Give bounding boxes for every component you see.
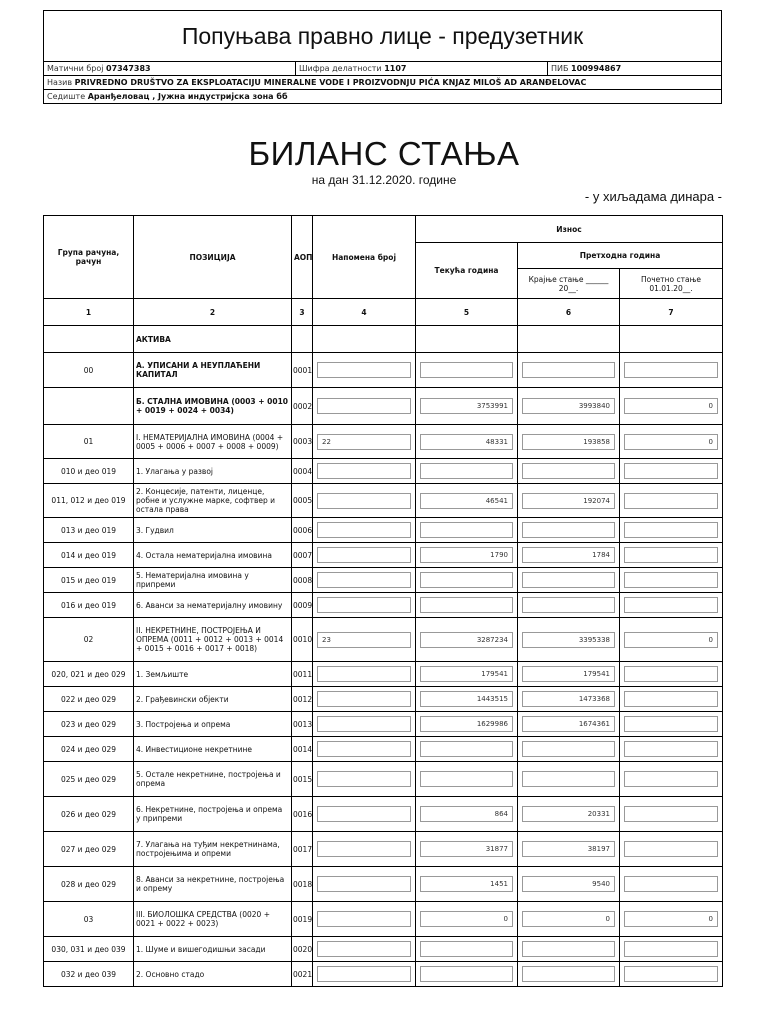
aktiva-empty-cell	[518, 326, 620, 353]
note-number	[313, 484, 416, 518]
aop-cell: 0013	[292, 712, 313, 737]
current-year-value	[416, 425, 518, 459]
header-group: Група рачуна, рачун	[44, 216, 134, 299]
previous-year-start-value	[620, 388, 723, 425]
current-year-value	[416, 618, 518, 662]
previous-year-end-value-field[interactable]: 9540	[522, 876, 615, 892]
aop-cell: 0014	[292, 737, 313, 762]
table-row	[44, 737, 723, 762]
activity-code-label: Шифра делатности	[299, 64, 382, 73]
current-year-value-field[interactable]: 0	[420, 911, 513, 927]
previous-year-end-value	[518, 484, 620, 518]
seat-value: Аранђеловац , Јужна индустријска зона бб	[87, 92, 288, 101]
position-cell: 5. Нематеријална имовина у припреми	[134, 568, 292, 593]
note-number	[313, 618, 416, 662]
previous-year-start-value-field[interactable]	[624, 522, 718, 538]
aop-cell: 0019	[292, 902, 313, 937]
position-cell: 3. Постројења и опрема	[134, 712, 292, 737]
previous-year-start-value-field[interactable]: 0	[624, 632, 718, 648]
aop-cell: 0012	[292, 687, 313, 712]
position-cell: 6. Аванси за нематеријалну имовину	[134, 593, 292, 618]
table-row	[44, 867, 723, 902]
company-name-cell	[44, 76, 722, 90]
previous-year-start-value-field[interactable]	[624, 547, 718, 563]
previous-year-start-value	[620, 662, 723, 687]
previous-year-start-value	[620, 832, 723, 867]
table-row	[44, 518, 723, 543]
current-year-value	[416, 832, 518, 867]
previous-year-start-value	[620, 543, 723, 568]
previous-year-start-value	[620, 902, 723, 937]
previous-year-end-value-field[interactable]: 192074	[522, 493, 615, 509]
document-date: на дан 31.12.2020. године	[311, 173, 457, 187]
account-group-cell: 013 и део 019	[44, 518, 134, 543]
note-number	[313, 425, 416, 459]
current-year-value	[416, 518, 518, 543]
note-number-field[interactable]	[317, 771, 411, 787]
note-number	[313, 867, 416, 902]
note-number	[313, 937, 416, 962]
tax-id-value: 100994867	[571, 64, 622, 73]
table-row	[44, 962, 723, 987]
tax-id-label: ПИБ	[551, 64, 569, 73]
position-cell: 1. Земљиште	[134, 662, 292, 687]
header-aop: АОП	[292, 216, 313, 299]
previous-year-start-value	[620, 618, 723, 662]
current-year-value-field[interactable]	[420, 572, 513, 588]
position-cell: Б. СТАЛНА ИМОВИНА (0003 + 0010 + 0019 + 0024 + 0034)	[134, 388, 292, 425]
current-year-value	[416, 568, 518, 593]
section-aktiva: АКТИВА	[134, 326, 292, 353]
previous-year-start-value-field[interactable]	[624, 463, 718, 479]
current-year-value-field[interactable]	[420, 741, 513, 757]
previous-year-end-value-field[interactable]: 1784	[522, 547, 615, 563]
note-number	[313, 568, 416, 593]
position-cell: А. УПИСАНИ А НЕУПЛАЋЕНИ КАПИТАЛ	[134, 353, 292, 388]
aop-cell: 0004	[292, 459, 313, 484]
previous-year-start-value	[620, 568, 723, 593]
previous-year-end-value	[518, 459, 620, 484]
note-number	[313, 518, 416, 543]
previous-year-end-value	[518, 762, 620, 797]
note-number-field[interactable]	[317, 806, 411, 822]
account-group-cell: 010 и део 019	[44, 459, 134, 484]
note-number-field[interactable]	[317, 876, 411, 892]
previous-year-start-value-field[interactable]	[624, 493, 718, 509]
position-cell: 2. Основно стадо	[134, 962, 292, 987]
aop-cell: 0007	[292, 543, 313, 568]
note-number-field[interactable]	[317, 362, 411, 378]
previous-year-start-value	[620, 459, 723, 484]
account-group-cell: 022 и део 029	[44, 687, 134, 712]
aop-cell: 0011	[292, 662, 313, 687]
table-row	[44, 937, 723, 962]
table-row	[44, 459, 723, 484]
company-header	[43, 10, 722, 104]
note-number-field[interactable]	[317, 398, 411, 414]
note-number	[313, 902, 416, 937]
aop-cell: 0021	[292, 962, 313, 987]
note-number	[313, 712, 416, 737]
previous-year-start-value-field[interactable]: 0	[624, 434, 718, 450]
previous-year-start-value-field[interactable]: 0	[624, 398, 718, 414]
colnum-7: 7	[620, 299, 723, 326]
account-group-cell: 026 и део 029	[44, 797, 134, 832]
current-year-value	[416, 593, 518, 618]
previous-year-end-value	[518, 543, 620, 568]
header-current-year: Текућа година	[416, 243, 518, 299]
note-number-field[interactable]: 22	[317, 434, 411, 450]
account-group-cell: 024 и део 029	[44, 737, 134, 762]
current-year-value	[416, 902, 518, 937]
previous-year-end-value-field[interactable]: 179541	[522, 666, 615, 682]
note-number-field[interactable]	[317, 597, 411, 613]
previous-year-start-value-field[interactable]	[624, 841, 718, 857]
account-group-cell: 011, 012 и део 019	[44, 484, 134, 518]
header-amount: Износ	[416, 216, 723, 243]
account-group-cell: 014 и део 019	[44, 543, 134, 568]
current-year-value-field[interactable]: 3287234	[420, 632, 513, 648]
registration-number-value: 07347383	[106, 64, 151, 73]
aktiva-empty-cell	[416, 326, 518, 353]
note-number-field[interactable]: 23	[317, 632, 411, 648]
previous-year-end-value	[518, 902, 620, 937]
aktiva-empty-cell	[620, 326, 723, 353]
colnum-1: 1	[44, 299, 134, 326]
position-cell: 4. Инвестиционе некретнине	[134, 737, 292, 762]
previous-year-end-value	[518, 687, 620, 712]
note-number	[313, 962, 416, 987]
previous-year-end-value	[518, 568, 620, 593]
previous-year-start-value	[620, 593, 723, 618]
note-number-field[interactable]	[317, 841, 411, 857]
note-number	[313, 593, 416, 618]
header-prev-start: Почетно стање 01.01.20__.	[620, 269, 723, 299]
previous-year-end-value-field[interactable]	[522, 572, 615, 588]
colnum-5: 5	[416, 299, 518, 326]
note-number	[313, 797, 416, 832]
previous-year-end-value	[518, 593, 620, 618]
previous-year-end-value-field[interactable]	[522, 771, 615, 787]
note-number-field[interactable]	[317, 463, 411, 479]
registration-number-cell	[44, 62, 296, 76]
position-cell: II. НЕКРЕТНИНЕ, ПОСТРОЈЕЊА И ОПРЕМА (0011 + 0012 + 0013 + 0014 + 0015 + 0016 + 0017 + 0018)	[134, 618, 292, 662]
position-cell: 1. Улагања у развој	[134, 459, 292, 484]
aop-cell: 0009	[292, 593, 313, 618]
aop-cell: 0015	[292, 762, 313, 797]
previous-year-end-value-field[interactable]: 20331	[522, 806, 615, 822]
position-cell: 2. Концесије, патенти, лиценце, робне и услужне марке, софтвер и остала права	[134, 484, 292, 518]
position-cell: 6. Некретнине, постројења и опрема у припреми	[134, 797, 292, 832]
current-year-value	[416, 388, 518, 425]
previous-year-start-value	[620, 737, 723, 762]
table-row	[44, 388, 723, 425]
note-number	[313, 353, 416, 388]
previous-year-end-value	[518, 353, 620, 388]
note-number	[313, 388, 416, 425]
previous-year-end-value	[518, 712, 620, 737]
current-year-value-field[interactable]: 1790	[420, 547, 513, 563]
previous-year-start-value	[620, 712, 723, 737]
table-row	[44, 797, 723, 832]
previous-year-end-value-field[interactable]: 1473368	[522, 691, 615, 707]
previous-year-end-value-field[interactable]	[522, 966, 615, 982]
previous-year-start-value-field[interactable]	[624, 941, 718, 957]
note-number	[313, 762, 416, 797]
note-number	[313, 832, 416, 867]
current-year-value-field[interactable]: 864	[420, 806, 513, 822]
position-cell: 7. Улагања на туђим некретнинама, постројењима и опреми	[134, 832, 292, 867]
note-number	[313, 543, 416, 568]
aop-cell: 0010	[292, 618, 313, 662]
previous-year-end-value-field[interactable]	[522, 362, 615, 378]
current-year-value-field[interactable]	[420, 463, 513, 479]
current-year-value	[416, 484, 518, 518]
aop-cell: 0017	[292, 832, 313, 867]
balance-sheet-table	[43, 215, 723, 987]
colnum-6: 6	[518, 299, 620, 326]
tax-id-cell	[548, 62, 722, 76]
account-group-cell: 020, 021 и део 029	[44, 662, 134, 687]
note-number-field[interactable]	[317, 941, 411, 957]
current-year-value	[416, 937, 518, 962]
document-title: БИЛАНС СТАЊА	[248, 135, 520, 172]
current-year-value-field[interactable]: 179541	[420, 666, 513, 682]
current-year-value-field[interactable]	[420, 522, 513, 538]
current-year-value	[416, 797, 518, 832]
position-cell: I. НЕМАТЕРИЈАЛНА ИМОВИНА (0004 + 0005 + 0006 + 0007 + 0008 + 0009)	[134, 425, 292, 459]
header-position: ПОЗИЦИЈА	[134, 216, 292, 299]
account-group-cell: 025 и део 029	[44, 762, 134, 797]
previous-year-end-value	[518, 937, 620, 962]
activity-code-value: 1107	[384, 64, 407, 73]
company-name-label: Назив	[47, 78, 73, 87]
note-number-field[interactable]	[317, 966, 411, 982]
note-number-field[interactable]	[317, 493, 411, 509]
unit-note: - у хиљадама динара -	[584, 189, 722, 204]
previous-year-start-value-field[interactable]	[624, 771, 718, 787]
previous-year-start-value	[620, 353, 723, 388]
position-cell: 2. Грађевински објекти	[134, 687, 292, 712]
previous-year-end-value-field[interactable]	[522, 597, 615, 613]
aktiva-empty-cell	[44, 326, 134, 353]
note-number-field[interactable]	[317, 547, 411, 563]
position-cell: 5. Остале некретнине, постројења и опрема	[134, 762, 292, 797]
note-number-field[interactable]	[317, 522, 411, 538]
previous-year-start-value-field[interactable]	[624, 691, 718, 707]
position-cell: 4. Остала нематеријална имовина	[134, 543, 292, 568]
previous-year-start-value	[620, 484, 723, 518]
previous-year-start-value-field[interactable]	[624, 362, 718, 378]
previous-year-start-value	[620, 867, 723, 902]
current-year-value-field[interactable]	[420, 771, 513, 787]
aop-cell: 0008	[292, 568, 313, 593]
previous-year-start-value-field[interactable]	[624, 876, 718, 892]
seat-label: Седиште	[47, 92, 86, 101]
account-group-cell: 016 и део 019	[44, 593, 134, 618]
current-year-value-field[interactable]: 1629986	[420, 716, 513, 732]
account-group-cell: 023 и део 029	[44, 712, 134, 737]
current-year-value	[416, 867, 518, 902]
header-note: Напомена број	[313, 216, 416, 299]
account-group-cell	[44, 388, 134, 425]
previous-year-end-value	[518, 797, 620, 832]
position-cell: 1. Шуме и вишегодишњи засади	[134, 937, 292, 962]
current-year-value	[416, 737, 518, 762]
header-previous-year: Претходна година	[518, 243, 723, 269]
previous-year-end-value	[518, 662, 620, 687]
previous-year-end-value-field[interactable]	[522, 741, 615, 757]
account-group-cell: 027 и део 029	[44, 832, 134, 867]
previous-year-start-value	[620, 937, 723, 962]
aktiva-empty-cell	[292, 326, 313, 353]
table-row	[44, 353, 723, 388]
account-group-cell: 032 и део 039	[44, 962, 134, 987]
current-year-value	[416, 762, 518, 797]
account-group-cell: 028 и део 029	[44, 867, 134, 902]
previous-year-end-value	[518, 425, 620, 459]
previous-year-end-value-field[interactable]: 0	[522, 911, 615, 927]
current-year-value	[416, 662, 518, 687]
previous-year-end-value	[518, 962, 620, 987]
table-row	[44, 568, 723, 593]
note-number	[313, 737, 416, 762]
filler-title: Попуњава правно лице - предузетник	[44, 11, 722, 62]
current-year-value-field[interactable]: 3753991	[420, 398, 513, 414]
previous-year-start-value	[620, 762, 723, 797]
colnum-4: 4	[313, 299, 416, 326]
table-row	[44, 618, 723, 662]
previous-year-end-value	[518, 388, 620, 425]
account-group-cell: 01	[44, 425, 134, 459]
note-number-field[interactable]	[317, 741, 411, 757]
current-year-value	[416, 543, 518, 568]
note-number-field[interactable]	[317, 911, 411, 927]
previous-year-start-value-field[interactable]	[624, 741, 718, 757]
current-year-value	[416, 962, 518, 987]
current-year-value	[416, 712, 518, 737]
previous-year-end-value	[518, 867, 620, 902]
previous-year-start-value-field[interactable]	[624, 572, 718, 588]
current-year-value-field[interactable]	[420, 362, 513, 378]
note-number-field[interactable]	[317, 572, 411, 588]
table-row	[44, 712, 723, 737]
table-row	[44, 543, 723, 568]
account-group-cell: 03	[44, 902, 134, 937]
current-year-value-field[interactable]: 48331	[420, 434, 513, 450]
previous-year-end-value-field[interactable]	[522, 522, 615, 538]
previous-year-end-value	[518, 518, 620, 543]
previous-year-start-value	[620, 797, 723, 832]
previous-year-end-value	[518, 618, 620, 662]
previous-year-start-value-field[interactable]: 0	[624, 911, 718, 927]
table-row	[44, 902, 723, 937]
registration-number-label: Матични број	[47, 64, 104, 73]
account-group-cell: 030, 031 и део 039	[44, 937, 134, 962]
previous-year-start-value-field[interactable]	[624, 716, 718, 732]
section-row-aktiva	[44, 326, 723, 353]
current-year-value-field[interactable]	[420, 597, 513, 613]
account-group-cell: 02	[44, 618, 134, 662]
current-year-value-field[interactable]: 46541	[420, 493, 513, 509]
aop-cell: 0003	[292, 425, 313, 459]
note-number-field[interactable]	[317, 666, 411, 682]
aop-cell: 0006	[292, 518, 313, 543]
note-number	[313, 459, 416, 484]
previous-year-start-value-field[interactable]	[624, 666, 718, 682]
previous-year-end-value-field[interactable]: 3993840	[522, 398, 615, 414]
activity-code-cell	[296, 62, 548, 76]
previous-year-start-value	[620, 518, 723, 543]
previous-year-start-value	[620, 425, 723, 459]
previous-year-start-value	[620, 962, 723, 987]
seat-cell	[44, 90, 722, 104]
position-cell: 3. Гудвил	[134, 518, 292, 543]
previous-year-start-value-field[interactable]	[624, 966, 718, 982]
account-group-cell: 00	[44, 353, 134, 388]
table-row	[44, 832, 723, 867]
current-year-value-field[interactable]	[420, 966, 513, 982]
table-row	[44, 484, 723, 518]
current-year-value	[416, 353, 518, 388]
note-number-field[interactable]	[317, 716, 411, 732]
previous-year-end-value	[518, 737, 620, 762]
account-group-cell: 015 и део 019	[44, 568, 134, 593]
table-row	[44, 593, 723, 618]
current-year-value-field[interactable]: 1443515	[420, 691, 513, 707]
aop-cell: 0016	[292, 797, 313, 832]
previous-year-end-value-field[interactable]: 193858	[522, 434, 615, 450]
current-year-value-field[interactable]: 31877	[420, 841, 513, 857]
aop-cell: 0002	[292, 388, 313, 425]
previous-year-end-value	[518, 832, 620, 867]
previous-year-end-value-field[interactable]	[522, 463, 615, 479]
position-cell: III. БИОЛОШКА СРЕДСТВА (0020 + 0021 + 0022 + 0023)	[134, 902, 292, 937]
note-number-field[interactable]	[317, 691, 411, 707]
colnum-2: 2	[134, 299, 292, 326]
previous-year-end-value-field[interactable]: 1674361	[522, 716, 615, 732]
aop-cell: 0018	[292, 867, 313, 902]
company-name-value: PRIVREDNO DRUŠTVO ZA EKSPLOATACIJU MINERALNE VODE I PROIZVODNJU PIĆA KNJAZ MILOŠ AD ARANĐELOVAC	[74, 78, 587, 87]
current-year-value-field[interactable]	[420, 941, 513, 957]
previous-year-start-value-field[interactable]	[624, 806, 718, 822]
table-row	[44, 425, 723, 459]
previous-year-end-value-field[interactable]	[522, 941, 615, 957]
previous-year-start-value-field[interactable]	[624, 597, 718, 613]
previous-year-end-value-field[interactable]: 3395338	[522, 632, 615, 648]
table-row	[44, 662, 723, 687]
current-year-value	[416, 459, 518, 484]
colnum-3: 3	[292, 299, 313, 326]
aop-cell: 0005	[292, 484, 313, 518]
aop-cell: 0001	[292, 353, 313, 388]
header-prev-end: Крајње стање ______ 20__.	[518, 269, 620, 299]
current-year-value-field[interactable]: 1451	[420, 876, 513, 892]
table-row	[44, 762, 723, 797]
current-year-value	[416, 687, 518, 712]
table-row	[44, 687, 723, 712]
note-number	[313, 687, 416, 712]
position-cell: 8. Аванси за некретнине, постројења и опрему	[134, 867, 292, 902]
previous-year-end-value-field[interactable]: 38197	[522, 841, 615, 857]
previous-year-start-value	[620, 687, 723, 712]
aktiva-empty-cell	[313, 326, 416, 353]
note-number	[313, 662, 416, 687]
aop-cell: 0020	[292, 937, 313, 962]
